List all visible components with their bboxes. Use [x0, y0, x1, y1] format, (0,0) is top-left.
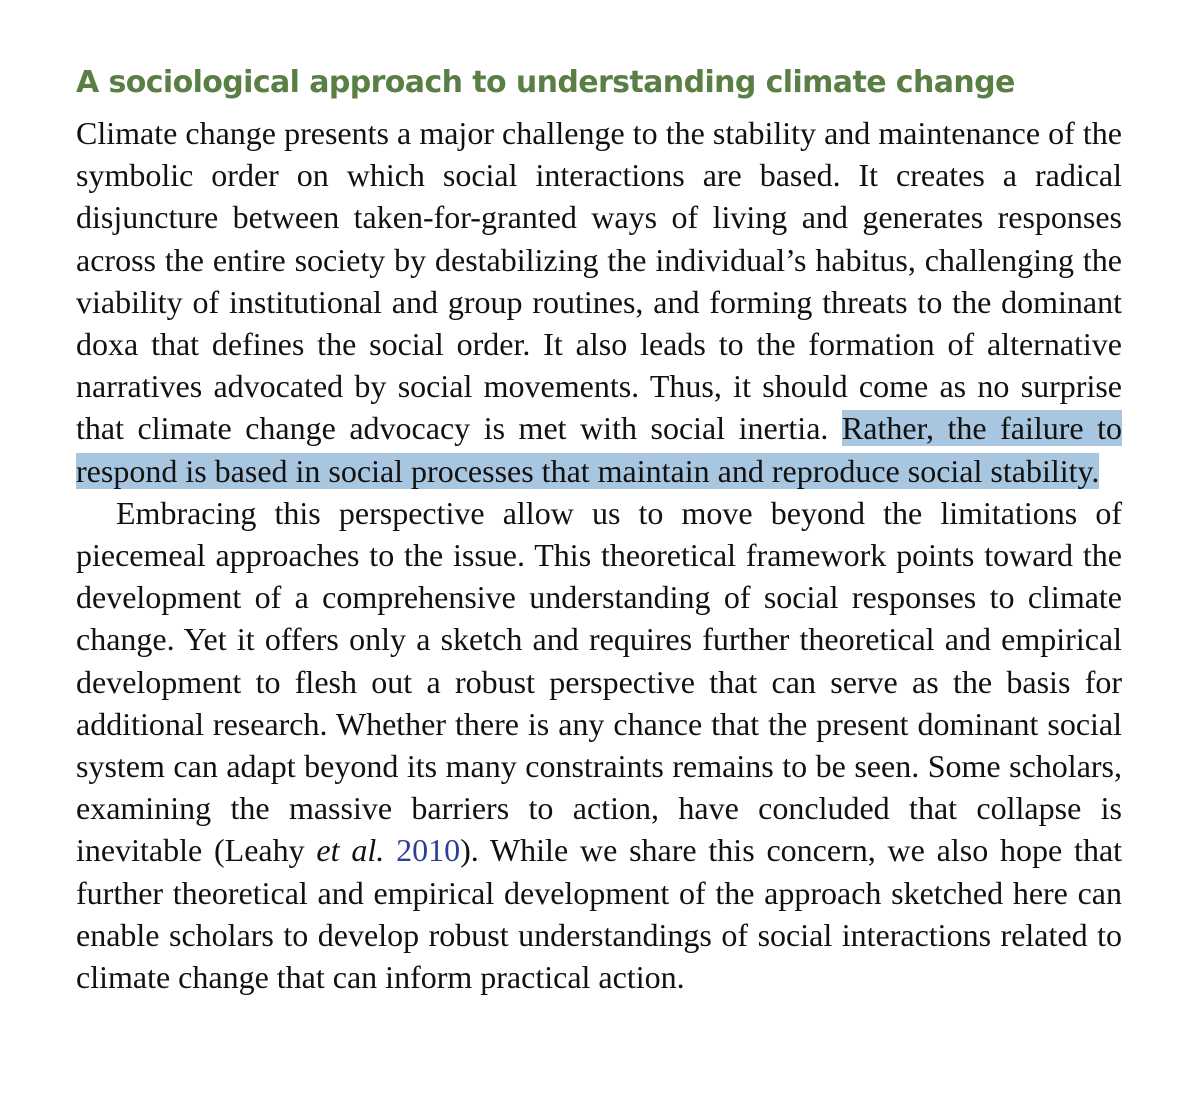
- article-section: [76, 62, 1122, 998]
- citation-year-link[interactable]: 2010: [396, 832, 461, 869]
- paragraph-1-text: Climate change presents a major challenge to the stability and maintenance of the symbolic order on which social interactions are based. It creates a radical disjuncture between taken-for-granted ways of living and generates responses across the entire society by destabilizing the individual’s habitus, challenging the viability of institutional and group routines, and forming threats to the dominant doxa that defines the social order. It also leads to the formation of alternative narratives advocated by social movements. Thus, it should come as no surprise that climate change advocacy is met with social inertia.: [76, 115, 1122, 447]
- paragraph-2: [76, 492, 1122, 998]
- citation-space: [384, 832, 396, 868]
- paragraph-2-text: Embracing this perspective allow us to move beyond the limitations of piecemeal approaches to the issue. This theoretical framework points toward the development of a comprehensive understanding of social responses to climate change. Yet it offers only a sketch and requires further theoretical and empirical development to flesh out a robust perspective that can serve as the basis for additional research. Whether there is any chance that the present dominant social system can adapt beyond its many constraints remains to be seen. Some scholars, examining the massive barriers to action, have concluded that collapse is inevitable (Leahy: [76, 494, 1122, 869]
- highlighted-text-selection[interactable]: Rather, the failure to respond is based in social processes that maintain and reproduce social stability.: [76, 410, 1123, 489]
- paragraph-1: [76, 112, 1122, 492]
- section-heading: A sociological approach to understanding climate change: [76, 65, 1015, 100]
- paragraph-2-text-end: ). While we share this concern, we also hope that further theoretical and empirical development of the approach sketched here can enable scholars to develop robust understandings of social interactions related to climate change that can inform practical action.: [76, 832, 1123, 996]
- citation-et-al: et al.: [316, 832, 385, 869]
